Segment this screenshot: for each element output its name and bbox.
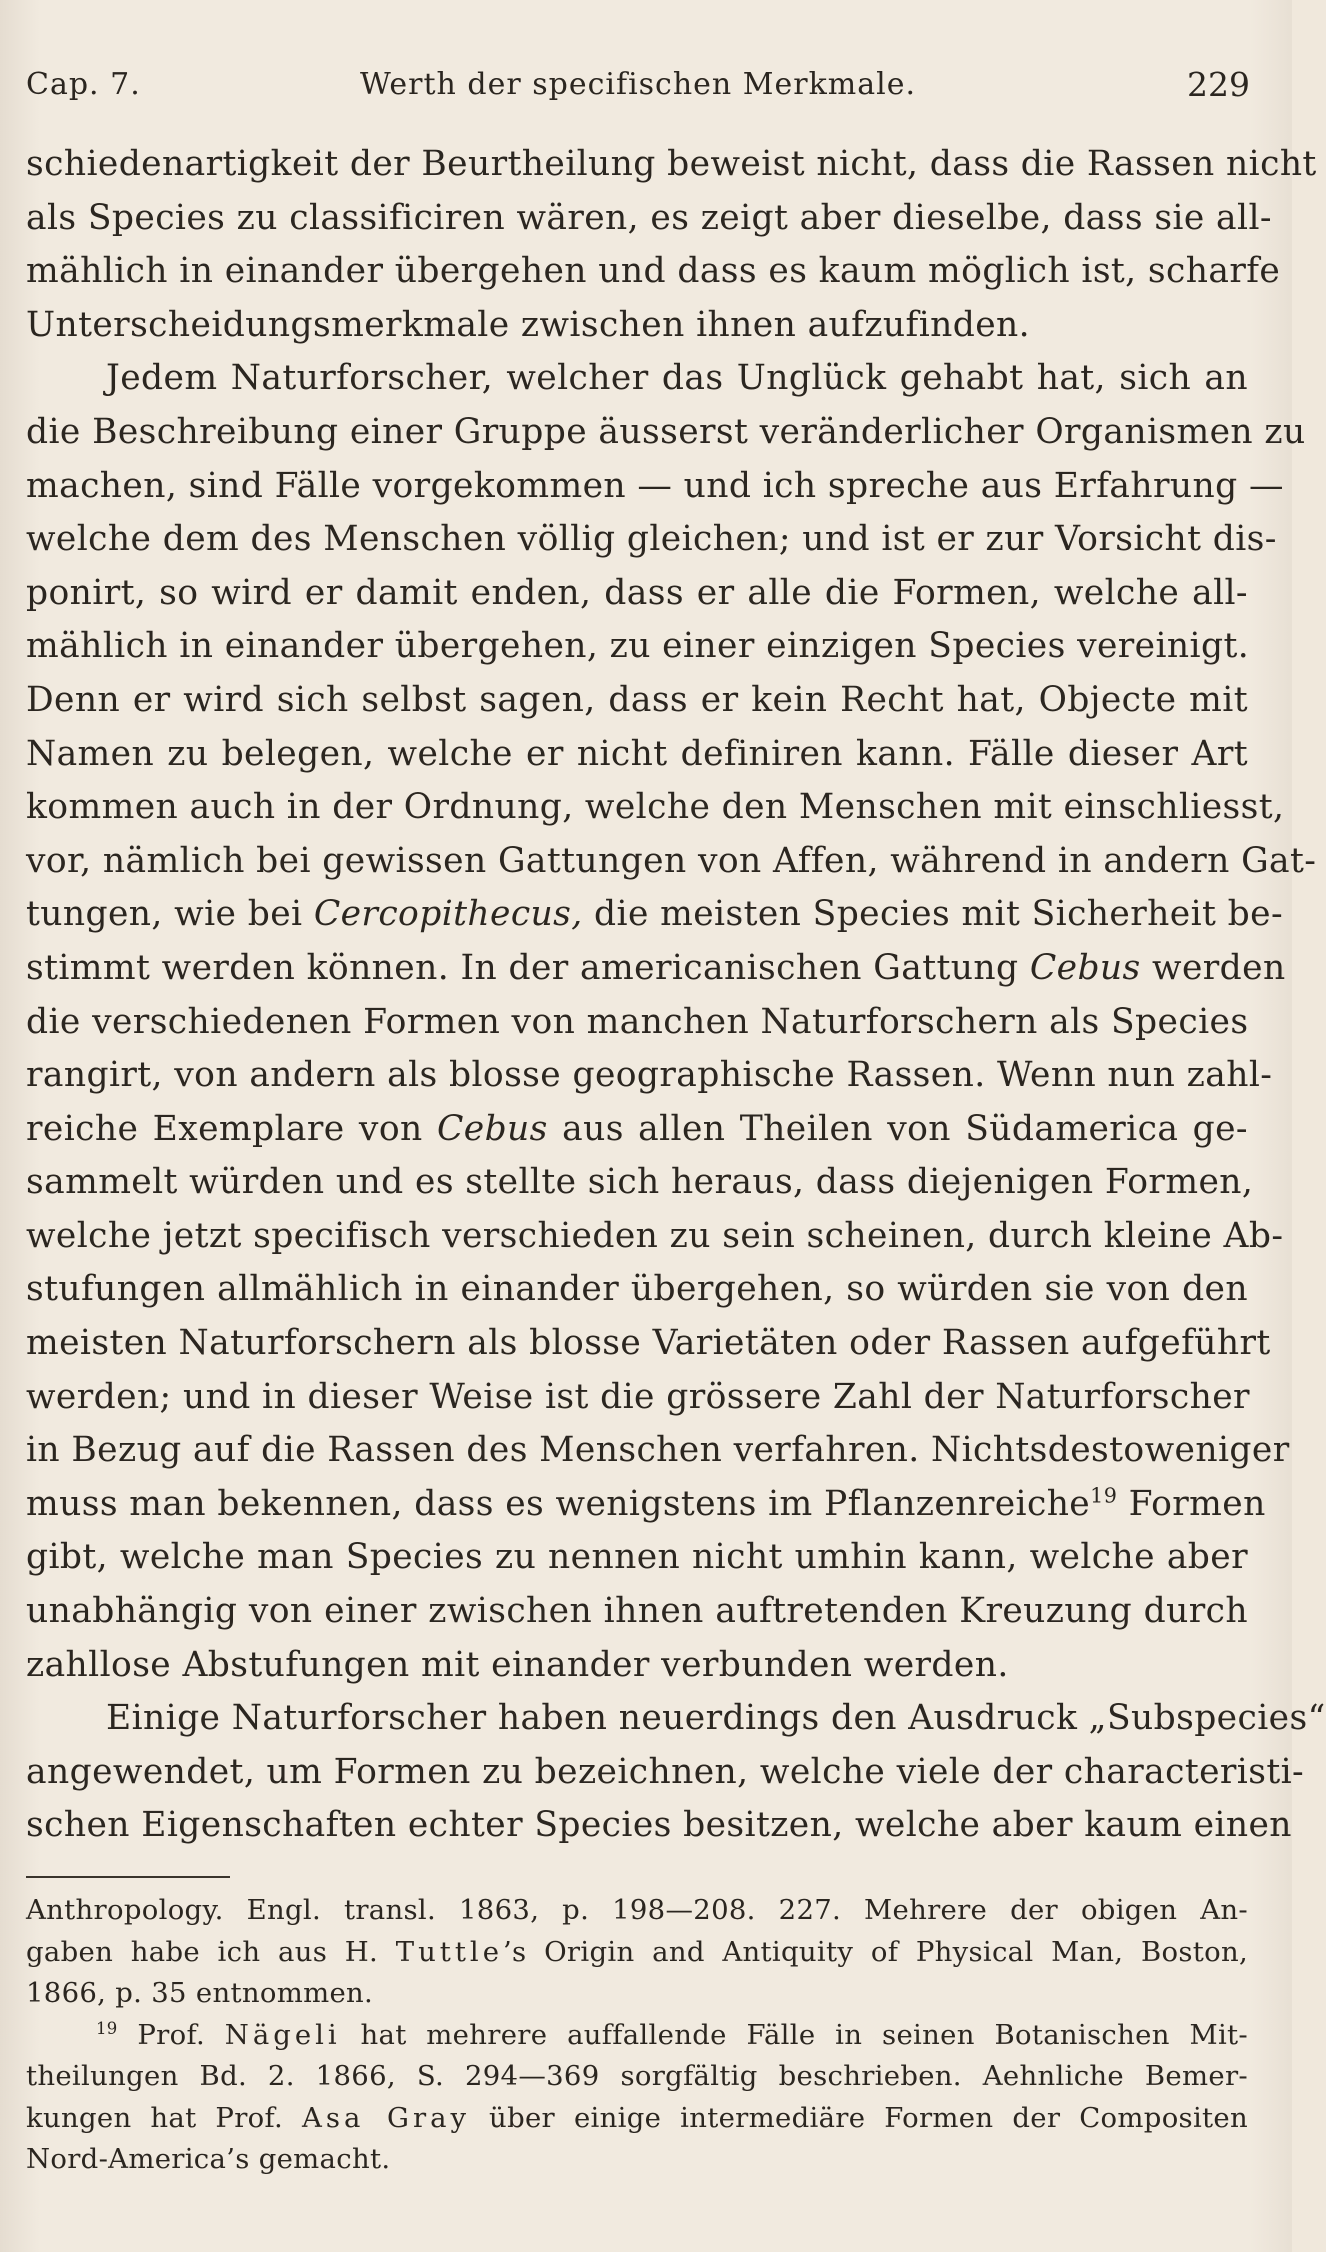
footnote-line: Nord-America’s gemacht. [26,2143,391,2175]
text-line: rangirt, von andern als blosse geographische Rassen. Wenn nun zahl- [26,1055,1273,1096]
text-segment: aus allen Theilen von Südamerica ge- [547,1108,1248,1149]
text-line: welche dem des Menschen völlig gleichen; und ist er zur Vorsicht dis- [26,519,1277,560]
text-line [26,888,1284,942]
text-line: sammelt würden und es stellte sich heraus, dass diejenigen Formen, [26,1162,1254,1203]
text-line: angewendet, um Formen zu bezeichnen, welche viele der characteristi- [26,1751,1305,1792]
text-segment: werden [1140,947,1286,988]
page-number: 229 [1187,65,1250,104]
text-segment: ’s Origin and Antiquity of Physical Man, Boston, [502,1935,1248,1968]
author-name: Asa Gray [302,2101,471,2134]
text-line [26,1478,1266,1532]
text-line: Einige Naturforscher haben neuerdings den Ausdruck „Subspecies“ [106,1698,1326,1739]
footnote-line [26,2098,1248,2140]
text-line: als Species zu classificiren wären, es zeigt aber dieselbe, dass sie all- [26,197,1272,238]
author-name: Nägeli [224,2018,341,2051]
text-line: die Beschreibung einer Gruppe äusserst veränderlicher Organismen zu [26,411,1306,452]
text-line: Namen zu belegen, welche er nicht definiren kann. Fälle dieser Art [26,733,1248,774]
text-line: gibt, welche man Species zu nennen nicht umhin kann, welche aber [26,1537,1248,1578]
paragraph-2 [26,352,1317,1692]
text-line: mählich in einander übergehen und dass es kaum möglich ist, scharfe [26,251,1281,292]
text-segment: stimmt werden können. In der americanischen Gattung [26,947,1030,988]
text-line: mählich in einander übergehen, zu einer einzigen Species vereinigt. [26,626,1250,667]
text-segment: kungen hat Prof. [26,2101,303,2134]
paragraph-1 [26,138,1317,352]
footnote-ref[interactable]: 19 [1090,1483,1118,1508]
text-segment: hat mehrere auffallende Fälle in seinen Botanischen Mit- [340,2018,1248,2051]
footnote-18-continued [26,1890,1248,2015]
footnote-number: 19 [96,2018,118,2038]
text-line: schen Eigenschaften echter Species besitzen, welche aber kaum einen [26,1805,1292,1846]
text-line: in Bezug auf die Rassen des Menschen verfahren. Nichtsdestoweniger [26,1430,1290,1471]
text-line: Unterscheidungsmerkmale zwischen ihnen aufzufinden. [26,304,1031,345]
text-line: unabhängig von einer zwischen ihnen auftretenden Kreuzung durch [26,1591,1248,1632]
text-line: machen, sind Fälle vorgekommen — und ich spreche aus Erfahrung — [26,465,1284,506]
text-segment: Prof. [117,2018,225,2051]
text-line [26,942,1286,996]
footnote-line: Anthropology. Engl. transl. 1863, p. 198—208. 227. Mehrere der obigen An- [26,1894,1248,1926]
text-line: ponirt, so wird er damit enden, dass er alle die Formen, welche all- [26,572,1248,613]
text-segment: die meisten Species mit Sicherheit be- [582,894,1284,935]
text-line: meisten Naturforschern als blosse Varietäten oder Rassen aufgeführt [26,1323,1271,1364]
text-segment: muss man bekennen, dass es wenigstens im Pflanzenreiche [26,1483,1091,1524]
text-line: Denn er wird sich selbst sagen, dass er kein Recht hat, Objecte mit [26,679,1248,720]
running-header [26,60,1250,110]
main-text [26,138,1326,1853]
text-line: vor, nämlich bei gewissen Gattungen von Affen, während in andern Gat- [26,840,1317,881]
running-title: Werth der specifischen Merkmale. [359,67,917,102]
text-segment: gaben habe ich aus H. [26,1935,396,1968]
taxon-name: Cebus [436,1108,548,1149]
text-line: zahllose Abstufungen mit einander verbunden werden. [26,1644,1009,1685]
footnote-line [26,2015,1248,2057]
taxon-name: Cercopithecus, [313,894,583,935]
footnote-line: 1866, p. 35 entnommen. [26,1977,374,2009]
text-line: schiedenartigkeit der Beurtheilung beweist nicht, dass die Rassen nicht [26,144,1317,184]
text-line: stufungen allmählich in einander übergehen, so würden sie von den [26,1269,1248,1310]
text-segment: Formen [1117,1483,1266,1524]
text-line: Jedem Naturforscher, welcher das Unglück gehabt hat, sich an [106,358,1248,399]
text-segment: tungen, wie bei [26,894,314,935]
text-line: kommen auch in der Ordnung, welche den Menschen mit einschliesst, [26,787,1285,828]
text-line: werden; und in dieser Weise ist die grössere Zahl der Naturforscher [26,1376,1250,1417]
taxon-name: Cebus [1029,947,1141,988]
footnote-divider [26,1876,230,1878]
footnote-19 [26,2015,1248,2181]
footnote-line: theilungen Bd. 2. 1866, S. 294—369 sorgfältig beschrieben. Aehnliche Bemer- [26,2060,1248,2092]
paragraph-3 [26,1692,1326,1853]
text-line: welche jetzt specifisch verschieden zu sein scheinen, durch kleine Ab- [26,1215,1284,1256]
author-name: Tuttle [395,1935,503,1968]
footnotes [26,1890,1248,2181]
text-line: die verschiedenen Formen von manchen Naturforschern als Species [26,1001,1249,1042]
text-segment: über einige intermediäre Formen der Compositen [470,2101,1248,2134]
text-line [26,1103,1248,1157]
chapter-label: Cap. 7. [26,67,141,102]
text-segment: reiche Exemplare von [26,1108,437,1149]
footnote-line [26,1932,1248,1974]
